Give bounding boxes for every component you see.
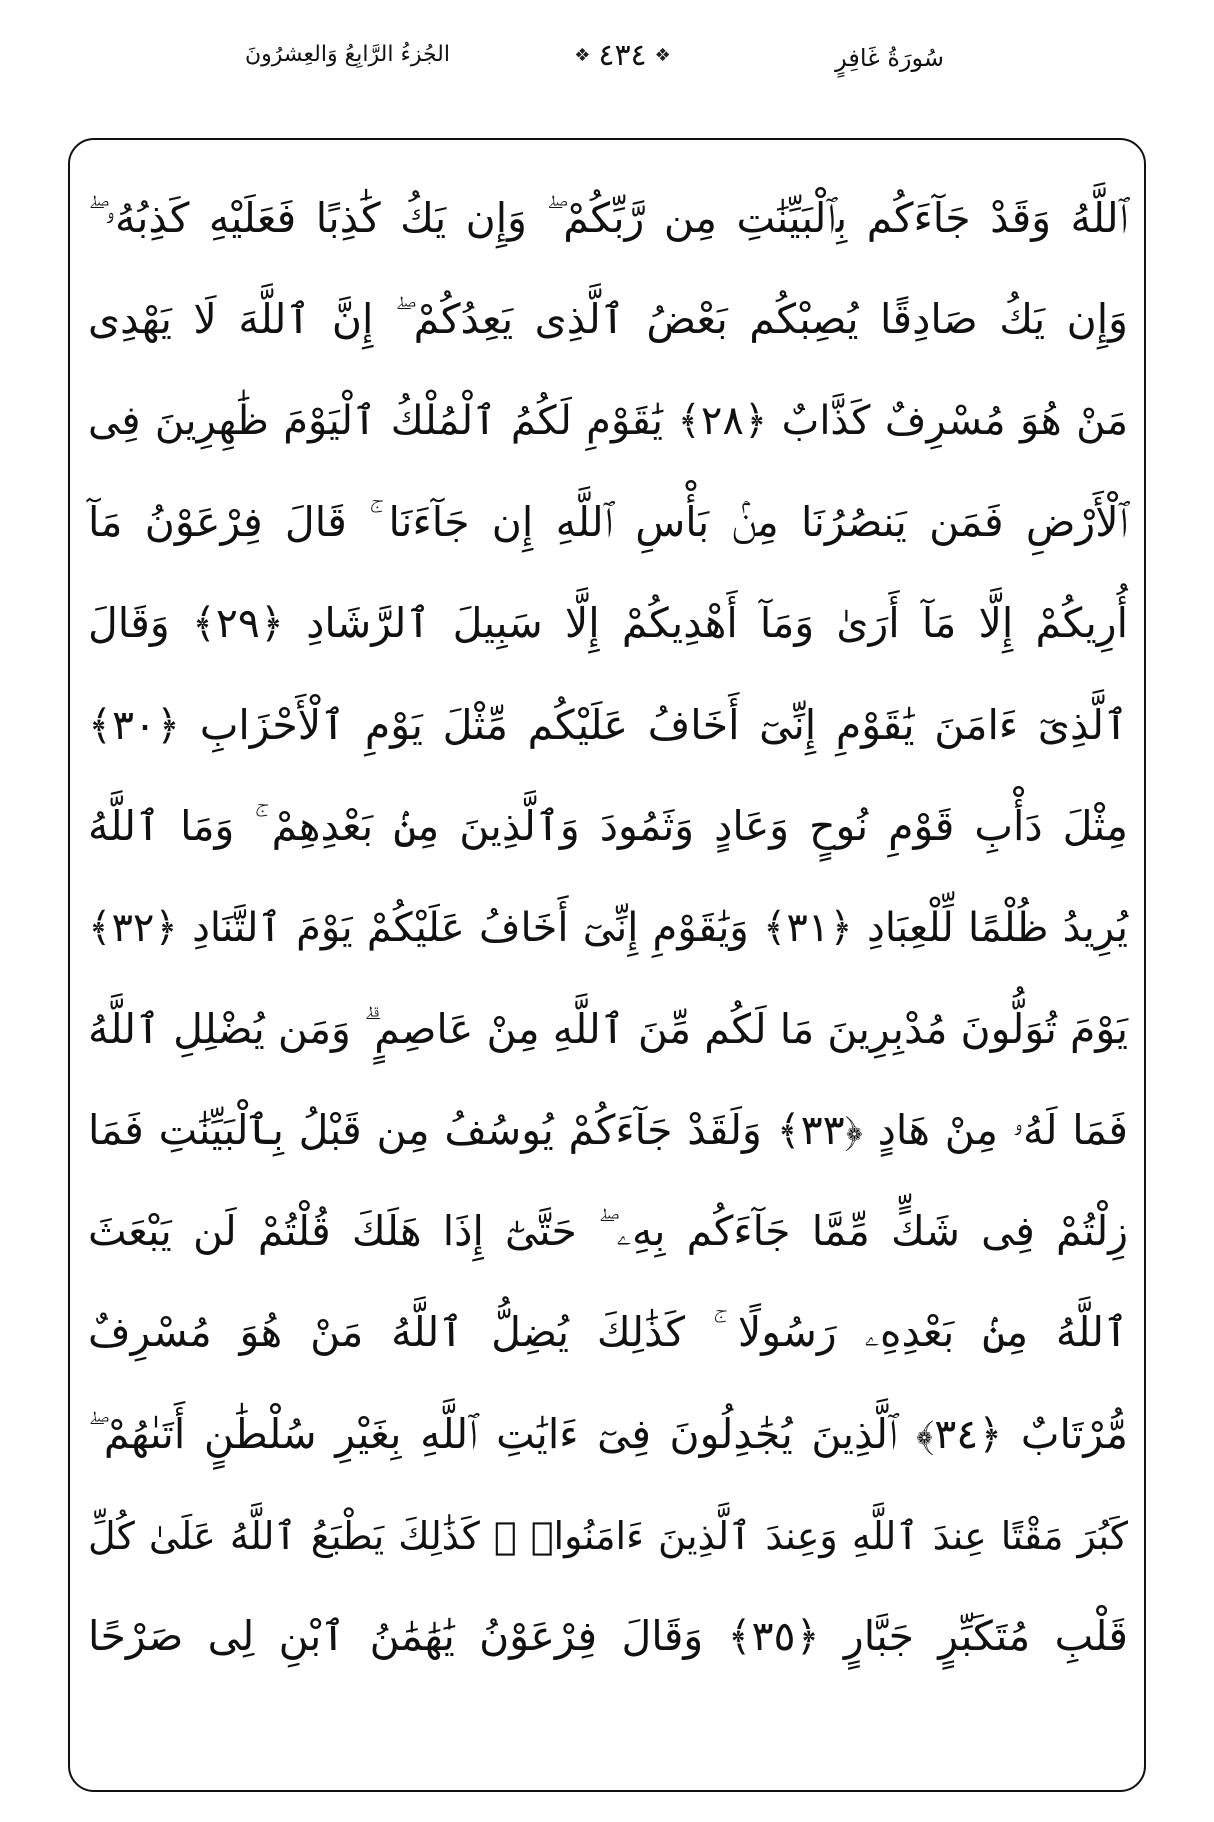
text-line-13: مُّرْتَابٌ ﴿٣٤﴾ ٱلَّذِينَ يُجَٰدِلُونَ فِىٓ ءَايَٰتِ ٱللَّهِ بِغَيْرِ سُلْطَٰنٍ أَتَىٰهُمْ ۖ bbox=[88, 1409, 1128, 1458]
text-line-15: قَلْبِ مُتَكَبِّرٍ جَبَّارٍ ﴿٣٥﴾ وَقَالَ فِرْعَوْنُ يَٰهَٰمَٰنُ ٱبْنِ لِى صَرْحًا bbox=[88, 1612, 1129, 1661]
text-line-11: زِلْتُمْ فِى شَكٍّ مِّمَّا جَآءَكُم بِهِۦ ۖ حَتَّىٰٓ إِذَا هَلَكَ قُلْتُمْ لَن يَبْعَثَ bbox=[88, 1207, 1128, 1256]
surah-name: سُورَةُ غَافِرٍ bbox=[835, 44, 944, 72]
text-line-10: فَمَا لَهُۥ مِنْ هَادٍ ﴿٣٣﴾ وَلَقَدْ جَآءَكُمْ يُوسُفُ مِن قَبْلُ بِٱلْبَيِّنَٰتِ فَمَا bbox=[88, 1105, 1129, 1154]
page-number-block bbox=[560, 38, 685, 73]
text-line-4: ٱلْأَرْضِ فَمَن يَنصُرُنَا مِنۢ بَأْسِ ٱللَّهِ إِن جَآءَنَا ۚ قَالَ فِرْعَوْنُ مَآ bbox=[88, 498, 1128, 547]
juz-name: الجُزءُ الرَّابِعُ وَالعِشرُونَ bbox=[245, 42, 450, 67]
text-line-6: ٱلَّذِىٓ ءَامَنَ يَٰقَوْمِ إِنِّىٓ أَخَافُ عَلَيْكُم مِّثْلَ يَوْمِ ٱلْأَحْزَابِ ﴿٣٠﴾ bbox=[88, 700, 1128, 749]
text-line-2: وَإِن يَكُ صَادِقًا يُصِبْكُم بَعْضُ ٱلَّذِى يَعِدُكُمْ ۖ إِنَّ ٱللَّهَ لَا يَهْدِى bbox=[88, 295, 1128, 344]
page-header bbox=[0, 18, 1214, 98]
ornament-left-icon: ❖ bbox=[574, 45, 591, 66]
text-line-9: يَوْمَ تُوَلُّونَ مُدْبِرِينَ مَا لَكُم مِّنَ ٱللَّهِ مِنْ عَاصِمٍ ۗ وَمَن يُضْلِلِ ٱللَّهُ bbox=[88, 1004, 1128, 1053]
text-line-7: مِثْلَ دَأْبِ قَوْمِ نُوحٍ وَعَادٍ وَثَمُودَ وَٱلَّذِينَ مِنۢ بَعْدِهِمْ ۚ وَمَا ٱللَّهُ bbox=[88, 801, 1128, 850]
text-line-14: كَبُرَ مَقْتًا عِندَ ٱللَّهِ وَعِندَ ٱلَّذِينَ ءَامَنُوا۟ ۚ كَذَٰلِكَ يَطْبَعُ ٱللَّهُ عَلَىٰ كُلِّ bbox=[88, 1513, 1128, 1558]
text-line-3: مَنْ هُوَ مُسْرِفٌ كَذَّابٌ ﴿٢٨﴾ يَٰقَوْمِ لَكُمُ ٱلْمُلْكُ ٱلْيَوْمَ ظَٰهِرِينَ فِى bbox=[88, 398, 1128, 445]
text-line-8: يُرِيدُ ظُلْمًا لِّلْعِبَادِ ﴿٣١﴾ وَيَٰقَوْمِ إِنِّىٓ أَخَافُ عَلَيْكُمْ يَوْمَ ٱلتَّنَادِ ﴿٣٢﴾ bbox=[88, 904, 1128, 951]
quran-text-block bbox=[88, 168, 1128, 1687]
text-line-12: ٱللَّهُ مِنۢ بَعْدِهِۦ رَسُولًا ۚ كَذَٰلِكَ يُضِلُّ ٱللَّهُ مَنْ هُوَ مُسْرِفٌ bbox=[88, 1308, 1128, 1357]
page-number: ٤٣٤ bbox=[598, 38, 647, 73]
text-line-1: ٱللَّهُ وَقَدْ جَآءَكُم بِٱلْبَيِّنَٰتِ مِن رَّبِّكُمْ ۖ وَإِن يَكُ كَٰذِبًا فَعَلَيْهِ كَذِبُهُۥ ۖ bbox=[88, 194, 1128, 243]
ornament-right-icon: ❖ bbox=[654, 45, 671, 66]
text-line-5: أُرِيكُمْ إِلَّا مَآ أَرَىٰ وَمَآ أَهْدِيكُمْ إِلَّا سَبِيلَ ٱلرَّشَادِ ﴿٢٩﴾ وَقَالَ bbox=[88, 599, 1128, 648]
